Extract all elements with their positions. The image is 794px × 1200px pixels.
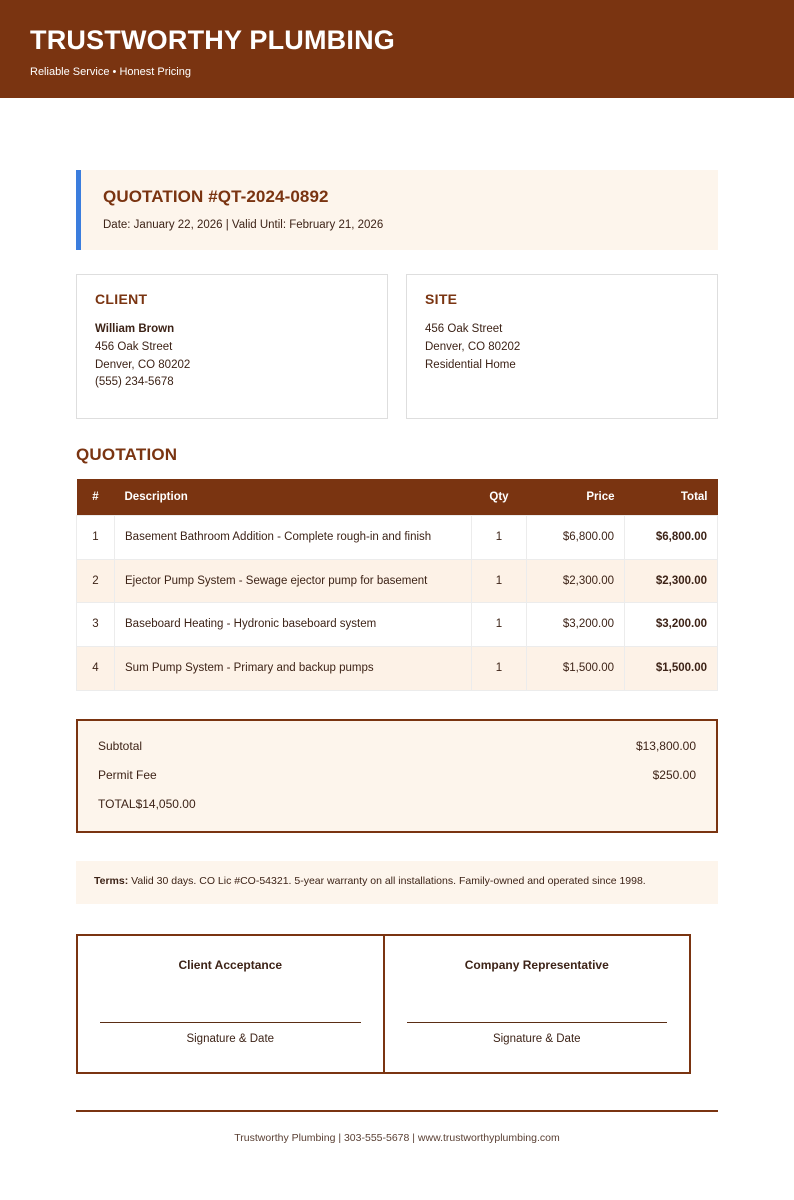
quotation-items-table xyxy=(76,479,718,691)
terms-box xyxy=(76,861,718,905)
row-description: Baseboard Heating - Hydronic baseboard system xyxy=(115,603,472,647)
row-price: $6,800.00 xyxy=(527,516,625,560)
site-property-type: Residential Home xyxy=(425,358,516,371)
client-box xyxy=(76,274,388,419)
client-heading: CLIENT xyxy=(95,291,148,307)
subtotal-label: Subtotal xyxy=(98,738,143,753)
site-box xyxy=(406,274,718,419)
items-table-head xyxy=(77,479,718,516)
row-qty: 1 xyxy=(472,559,527,603)
column-header-total: Total xyxy=(625,479,718,516)
client-signature-line[interactable] xyxy=(100,1022,361,1023)
grand-total-row: TOTAL$14,050.00 xyxy=(98,796,196,811)
row-price: $2,300.00 xyxy=(527,559,625,603)
permit-fee-row xyxy=(98,768,696,782)
column-header-qty: Qty xyxy=(472,479,527,516)
row-description: Basement Bathroom Addition - Complete rough-in and finish xyxy=(115,516,472,560)
site-heading: SITE xyxy=(425,291,458,307)
row-description: Sum Pump System - Primary and backup pumps xyxy=(115,647,472,691)
quotation-banner xyxy=(76,170,718,250)
row-qty: 1 xyxy=(472,647,527,691)
party-boxes xyxy=(76,274,718,419)
permit-fee-label: Permit Fee xyxy=(98,767,157,782)
items-table-body xyxy=(77,516,718,691)
footer-divider xyxy=(76,1110,718,1112)
terms-label: Terms: xyxy=(94,874,129,887)
permit-fee-value: $250.00 xyxy=(652,767,696,782)
subtotal-value: $13,800.00 xyxy=(635,738,696,753)
totals-box xyxy=(76,719,718,833)
subtotal-row xyxy=(98,739,696,753)
client-phone: (555) 234-5678 xyxy=(95,376,174,389)
items-section-title: QUOTATION xyxy=(76,445,178,464)
row-total: $2,300.00 xyxy=(625,559,718,603)
site-street: 456 Oak Street xyxy=(425,323,503,335)
company-signature-caption: Signature & Date xyxy=(492,1033,581,1046)
company-signature-title: Company Representative xyxy=(464,958,609,973)
header-spacer xyxy=(0,98,794,170)
row-number: 2 xyxy=(77,559,115,603)
row-price: $3,200.00 xyxy=(527,603,625,647)
row-qty: 1 xyxy=(472,603,527,647)
row-qty: 1 xyxy=(472,516,527,560)
row-description: Ejector Pump System - Sewage ejector pump for basement xyxy=(115,559,472,603)
signature-section xyxy=(76,934,691,1074)
table-row xyxy=(77,647,718,691)
company-tagline: Reliable Service • Honest Pricing xyxy=(30,65,191,78)
row-price: $1,500.00 xyxy=(527,647,625,691)
company-name: TRUSTWORTHY PLUMBING xyxy=(30,25,395,55)
items-header-row xyxy=(77,479,718,516)
client-signature-title: Client Acceptance xyxy=(178,958,283,973)
row-number: 3 xyxy=(77,603,115,647)
row-total: $3,200.00 xyxy=(625,603,718,647)
footer-contact: Trustworthy Plumbing | 303-555-5678 | www.trustworthyplumbing.com xyxy=(234,1132,560,1145)
row-number: 1 xyxy=(77,516,115,560)
client-city-state-zip: Denver, CO 80202 xyxy=(95,358,191,371)
terms-text: Valid 30 days. CO Lic #CO-54321. 5-year warranty on all installations. Family-owned and operated since 1998. xyxy=(128,874,646,887)
client-signature-caption: Signature & Date xyxy=(186,1033,275,1046)
page-body xyxy=(0,170,794,1144)
client-signature-cell[interactable] xyxy=(78,936,383,1072)
company-signature-cell[interactable] xyxy=(383,936,690,1072)
client-name: William Brown xyxy=(95,323,175,335)
quotation-dates: Date: January 22, 2026 | Valid Until: February 21, 2026 xyxy=(103,219,384,231)
company-signature-line[interactable] xyxy=(407,1022,668,1023)
document-header xyxy=(0,0,794,98)
table-row xyxy=(77,559,718,603)
quotation-number: QUOTATION #QT-2024-0892 xyxy=(103,187,329,206)
table-row xyxy=(77,516,718,560)
column-header-number: # xyxy=(77,479,115,516)
column-header-price: Price xyxy=(527,479,625,516)
site-city-state-zip: Denver, CO 80202 xyxy=(425,340,521,353)
column-header-description: Description xyxy=(115,479,472,516)
table-row xyxy=(77,603,718,647)
row-total: $6,800.00 xyxy=(625,516,718,560)
row-total: $1,500.00 xyxy=(625,647,718,691)
client-street: 456 Oak Street xyxy=(95,340,173,353)
row-number: 4 xyxy=(77,647,115,691)
